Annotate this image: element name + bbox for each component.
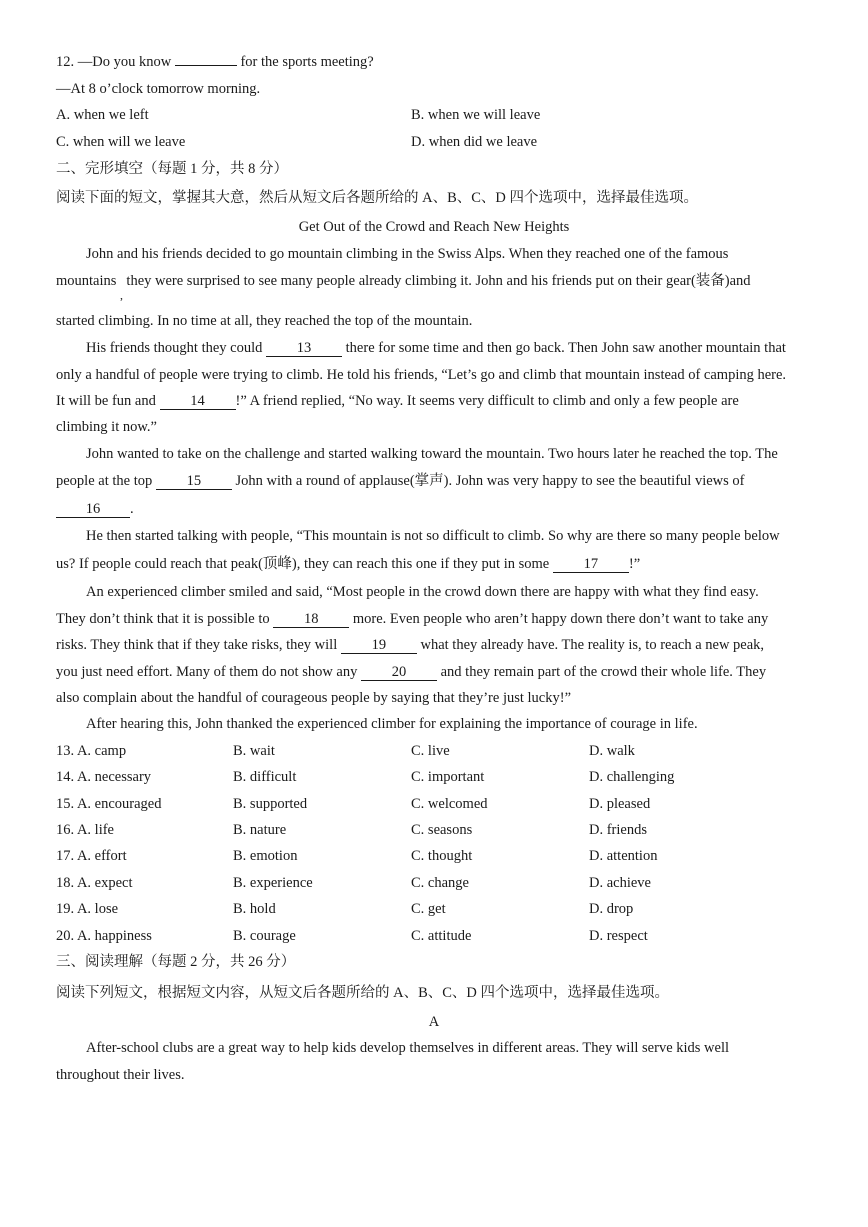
cloze-option-20-a: 20. A. happiness: [56, 928, 152, 944]
cloze-option-18-a: 18. A. expect: [56, 875, 133, 891]
cloze-option-15-c: C. welcomed: [411, 796, 488, 812]
blank-15: 15: [156, 473, 232, 490]
blank-14: 14: [160, 393, 236, 410]
passage-a-label: A: [428, 1014, 440, 1030]
q12-option-d: D. when did we leave: [411, 134, 538, 150]
cloze-option-19-d: D. drop: [589, 901, 634, 917]
cloze-option-16-d: D. friends: [589, 822, 647, 838]
passage-p4-line1: He then started talking with people, “This mountain is not so difficult to climb. So why are there so many people below: [86, 528, 780, 544]
p2-l3-text-b: !” A friend replied, “No way. It seems very difficult to climb and only a few people are: [235, 393, 739, 409]
cloze-option-14-d: D. challenging: [589, 769, 675, 785]
cloze-option-14-a: 14. A. necessary: [56, 769, 152, 785]
blank-17: 17: [553, 556, 629, 573]
p5-l2-text: They don’t think that it is possible to: [56, 611, 274, 627]
q12-reply: —At 8 o’clock tomorrow morning.: [56, 81, 261, 97]
cloze-option-13-d: D. walk: [589, 743, 635, 759]
passage-p2-line2: only a handful of people were trying to climb. He told his friends, “Let’s go and climb that mountain instead of camping here.: [56, 367, 787, 383]
p4-l2-text: us? If people could reach that peak(顶峰), they can reach this one if they put in some: [56, 556, 553, 572]
p3-l2-text-b: John with a round of applause(掌声). John was very happy to see the beautiful views of: [231, 473, 745, 489]
p5-l4-text-b: and they remain part of the crowd their whole life. They: [437, 664, 767, 680]
passage-p4-line2: [56, 555, 640, 573]
passage-p5-line1: An experienced climber smiled and said, “Most people in the crowd down there are happy with what they find easy.: [86, 584, 759, 600]
p2-text-b: there for some time and then go back. Then John saw another mountain that: [342, 340, 786, 356]
cloze-option-19-c: C. get: [411, 901, 446, 917]
q12-option-b: B. when we will leave: [411, 107, 541, 123]
blank-13: 13: [266, 340, 342, 357]
cloze-option-20-d: D. respect: [589, 928, 648, 944]
cloze-option-18-c: C. change: [411, 875, 469, 891]
q12-option-a: A. when we left: [56, 107, 149, 123]
p1-line2-rest: they were surprised to see many people already climbing it. John and his friends put on their gear(装备)and: [126, 273, 751, 289]
passage-title: Get Out of the Crowd and Reach New Heights: [298, 219, 570, 235]
cloze-option-17-a: 17. A. effort: [56, 848, 127, 864]
section2-heading: 二、完形填空（每题 1 分，共 8 分）: [56, 161, 288, 177]
p3-l3-period: .: [130, 501, 134, 517]
cloze-option-17-d: D. attention: [589, 848, 658, 864]
passage-p3-line1: John wanted to take on the challenge and started walking toward the mountain. Two hours later he reached the top. The: [86, 446, 778, 462]
passage-p5-line2: [56, 610, 768, 628]
p2-text: His friends thought they could: [86, 340, 267, 356]
p3-l2-text: people at the top: [56, 473, 156, 489]
blank-20: 20: [361, 664, 437, 681]
cloze-option-18-d: D. achieve: [589, 875, 651, 891]
passage-p1-line3: started climbing. In no time at all, they reached the top of the mountain.: [56, 313, 473, 329]
q12-blank: [175, 65, 237, 66]
cloze-option-13-c: C. live: [411, 743, 450, 759]
passage-p5-line5: also complain about the handful of courageous people by saying that they’re just lucky!”: [56, 690, 572, 706]
section2-instruction: 阅读下面的短文，掌握其大意，然后从短文后各题所给的 A、B、C、D 四个选项中，选择最佳选项。: [56, 190, 699, 206]
cloze-option-17-c: C. thought: [411, 848, 473, 864]
cloze-option-15-d: D. pleased: [589, 796, 651, 812]
passage-p1-line2: [56, 272, 751, 290]
cloze-option-16-a: 16. A. life: [56, 822, 114, 838]
cloze-option-20-b: B. courage: [233, 928, 296, 944]
passage-p3-line2: [56, 472, 744, 490]
cloze-option-16-c: C. seasons: [411, 822, 473, 838]
p5-l3-text-b: what they already have. The reality is, to reach a new peak,: [416, 637, 765, 653]
p4-l2-text-b: !”: [628, 556, 641, 572]
p5-l4-text: you just need effort. Many of them do not show any: [56, 664, 361, 680]
cloze-option-17-b: B. emotion: [233, 848, 298, 864]
cloze-option-15-a: 15. A. encouraged: [56, 796, 162, 812]
passage-p1-line1: John and his friends decided to go mountain climbing in the Swiss Alps. When they reached one of the famous: [86, 246, 729, 262]
cloze-option-19-b: B. hold: [233, 901, 276, 917]
passage-a-line1: After-school clubs are a great way to help kids develop themselves in different areas. They will serve kids well: [86, 1040, 730, 1056]
q12-stem-post: for the sports meeting?: [236, 54, 374, 70]
cloze-option-13-a: 13. A. camp: [56, 743, 127, 759]
cloze-option-19-a: 19. A. lose: [56, 901, 119, 917]
cloze-option-14-c: C. important: [411, 769, 485, 785]
cloze-option-15-b: B. supported: [233, 796, 308, 812]
cloze-option-20-c: C. attitude: [411, 928, 472, 944]
cloze-option-13-b: B. wait: [233, 743, 275, 759]
passage-a-line2: throughout their lives.: [56, 1067, 185, 1083]
cloze-option-18-b: B. experience: [233, 875, 313, 891]
q12-stem: [56, 53, 374, 71]
blank-16: 16: [56, 501, 130, 518]
passage-p2-line4: climbing it now.”: [56, 419, 157, 435]
p1-stray-comma: ,: [120, 288, 123, 302]
p5-l2-text-b: more. Even people who aren’t happy down there don’t want to take any: [349, 611, 769, 627]
q12-option-c: C. when will we leave: [56, 134, 186, 150]
section3-heading: 三、阅读理解（每题 2 分，共 26 分）: [56, 954, 296, 970]
p5-l3-text: risks. They think that if they take risks, they will: [56, 637, 341, 653]
passage-p3-line3: [56, 500, 134, 518]
passage-p6-line1: After hearing this, John thanked the experienced climber for explaining the importance of courage in life.: [86, 716, 698, 732]
passage-p5-line3: [56, 636, 764, 654]
p1-word-mountains: mountains: [56, 273, 117, 289]
passage-p2-line3: [56, 392, 739, 410]
section3-instruction: 阅读下列短文，根据短文内容，从短文后各题所给的 A、B、C、D 四个选项中，选择最佳选项。: [56, 985, 670, 1001]
p2-l3-text: It will be fun and: [56, 393, 160, 409]
passage-p5-line4: [56, 663, 766, 681]
cloze-option-16-b: B. nature: [233, 822, 287, 838]
blank-19: 19: [341, 637, 417, 654]
cloze-option-14-b: B. difficult: [233, 769, 297, 785]
passage-p2-line1: [86, 339, 786, 357]
blank-18: 18: [273, 611, 349, 628]
q12-stem-pre: 12. —Do you know: [56, 54, 175, 70]
